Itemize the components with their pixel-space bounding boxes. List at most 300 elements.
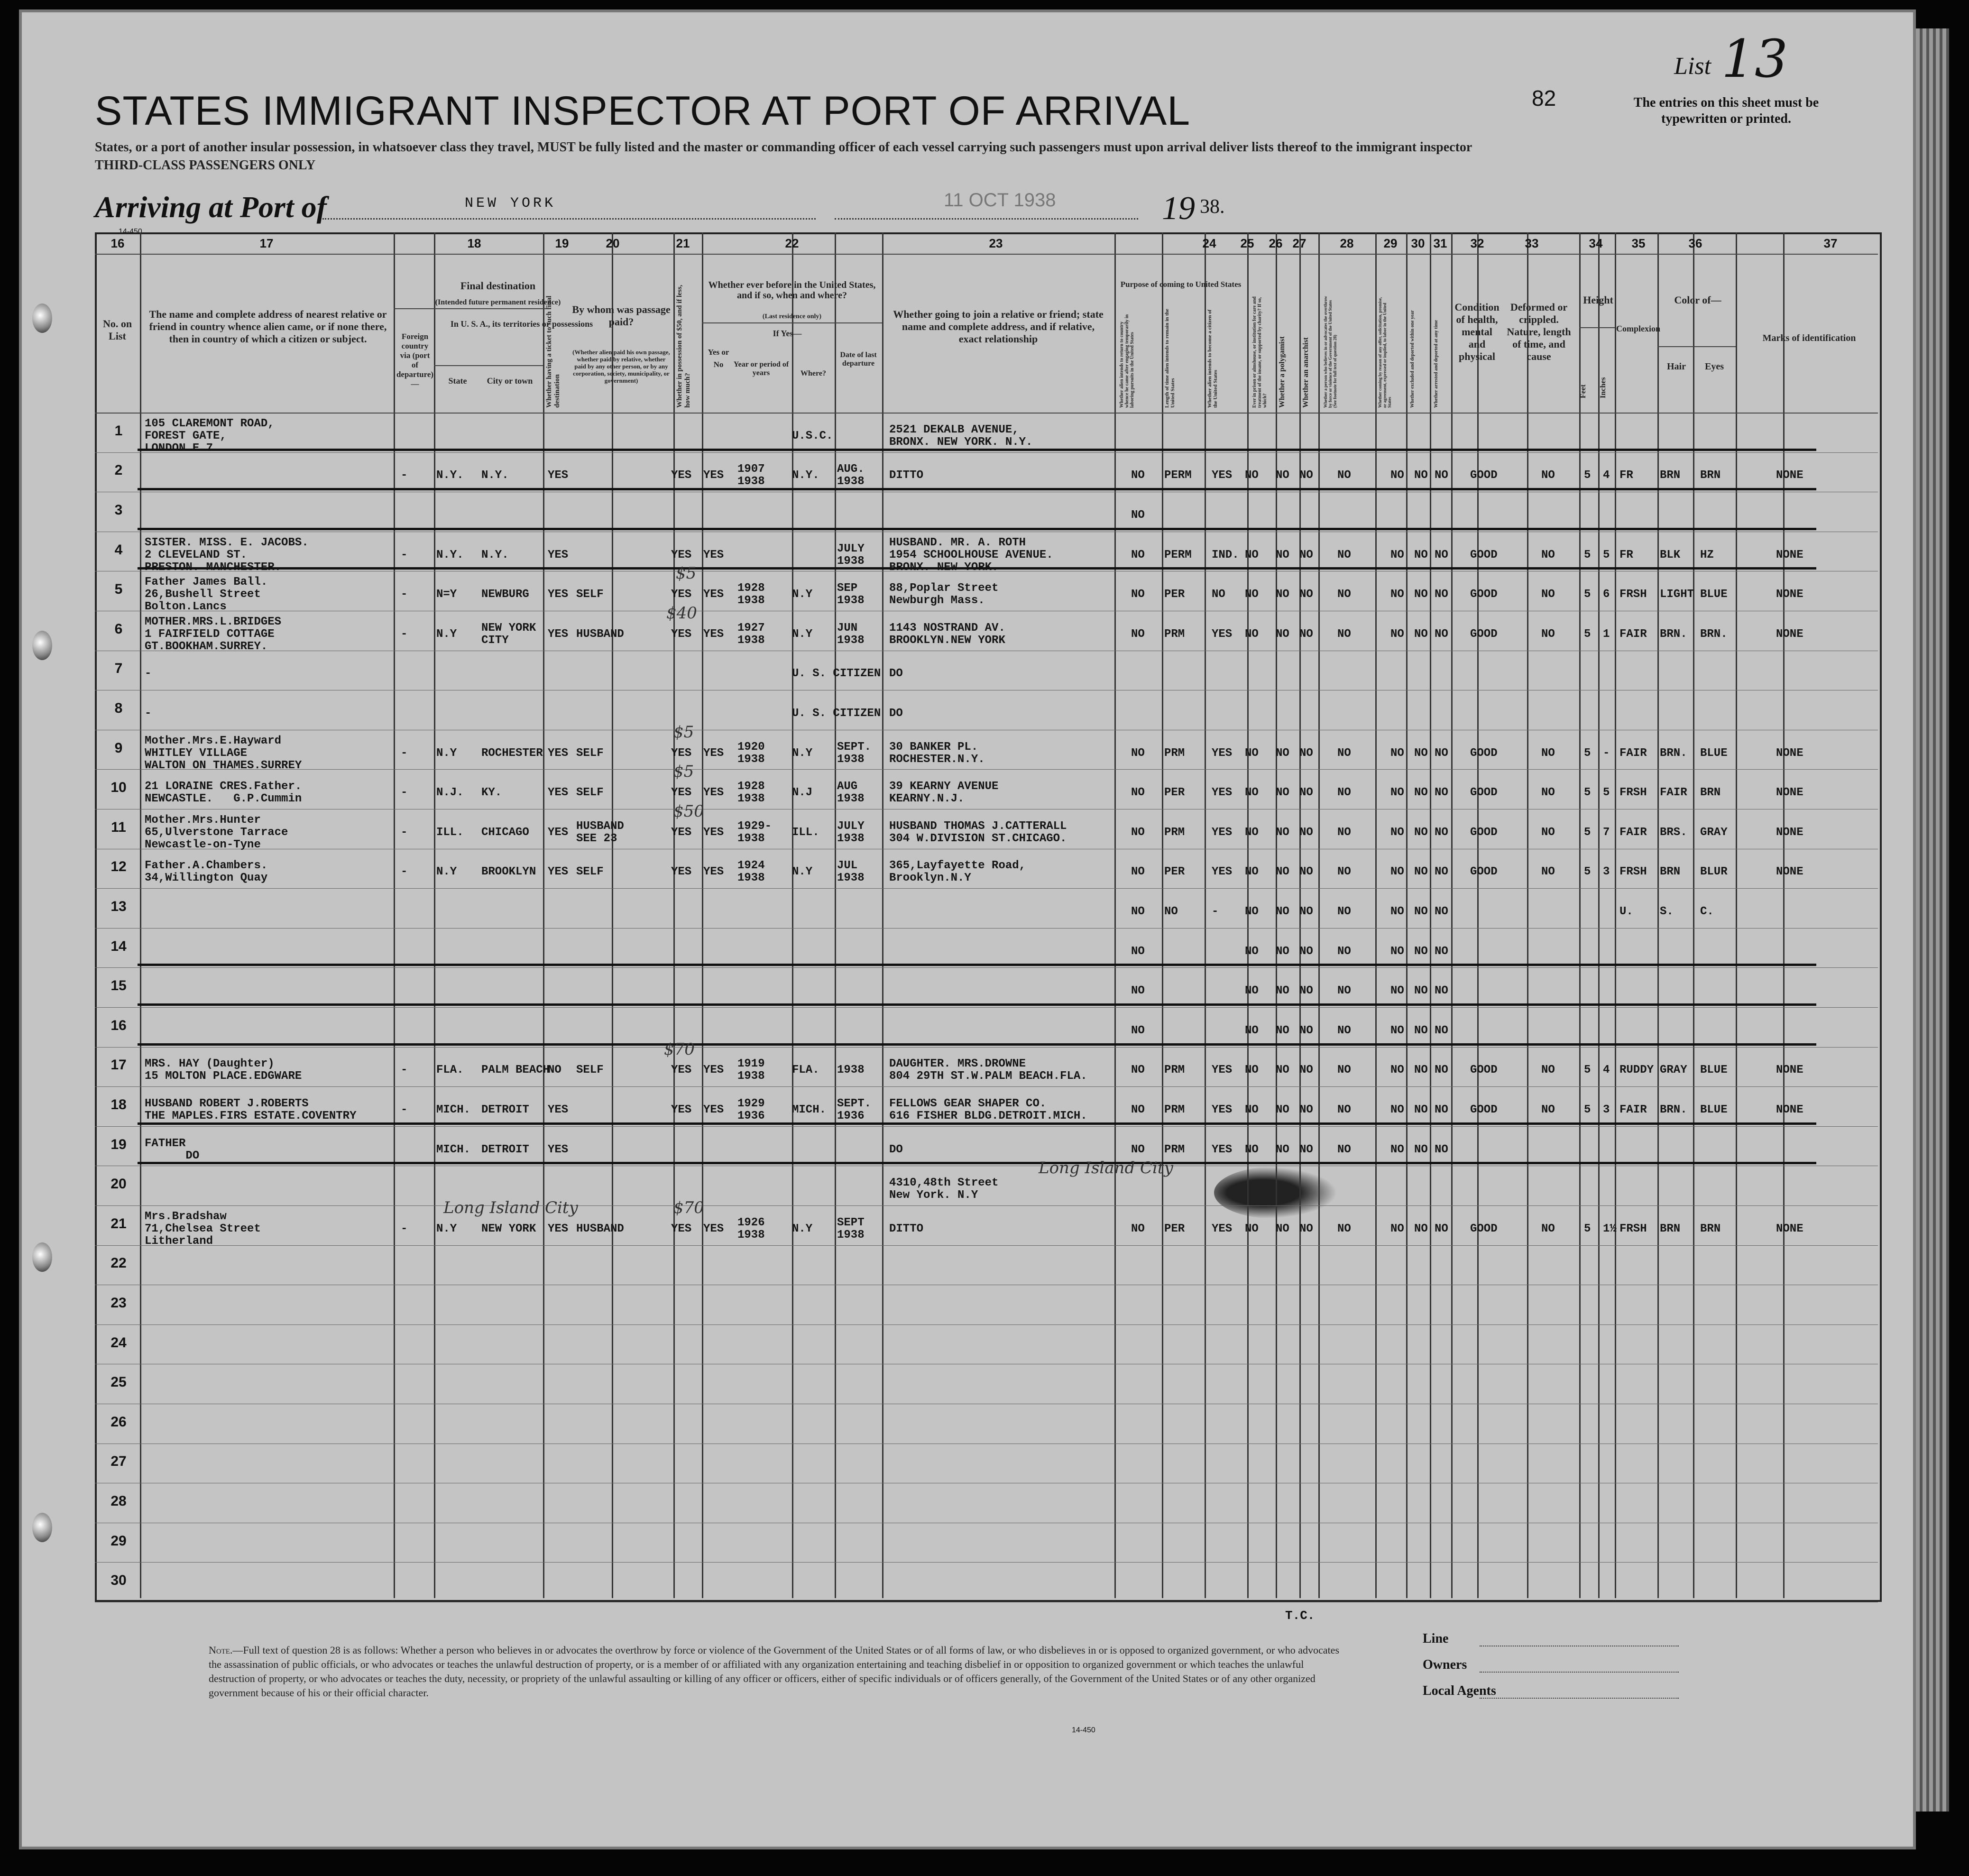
cell-c18c: N.Y. bbox=[481, 469, 509, 482]
cell-c17: SISTER. MISS. E. JACOBS. 2 CLEVELAND ST. PRESTON. MANCHESTER. bbox=[145, 536, 309, 574]
row-number: 16 bbox=[110, 1017, 127, 1033]
cell-c23: DITTO bbox=[889, 1222, 924, 1235]
cell-c24b: PERM bbox=[1164, 469, 1192, 482]
cell-c37: NONE bbox=[1776, 469, 1803, 482]
column-number: 33 bbox=[1525, 236, 1539, 250]
row-number: 3 bbox=[114, 502, 123, 518]
cell-c28: NO bbox=[1337, 627, 1351, 641]
cell-c25: NO bbox=[1245, 1222, 1259, 1235]
cell-c19: YES bbox=[548, 627, 569, 641]
cell-c24a: NO bbox=[1131, 905, 1145, 918]
cell-c35: U. bbox=[1619, 905, 1633, 918]
header-c24c: Whether alien intends to become a citizen of the United States bbox=[1207, 309, 1218, 408]
cell-c27: NO bbox=[1299, 627, 1313, 641]
cell-c20: SELF bbox=[576, 865, 604, 879]
cell-c34i: 1½ bbox=[1603, 1222, 1617, 1235]
year-suffix: 38. bbox=[1200, 196, 1225, 218]
cell-c22y: YES bbox=[703, 469, 724, 482]
cell-c35: FRSH bbox=[1619, 786, 1647, 800]
column-divider bbox=[882, 232, 883, 1598]
row-number: 14 bbox=[110, 938, 127, 954]
agents-field bbox=[1480, 1698, 1679, 1699]
column-divider bbox=[1527, 232, 1528, 1598]
cell-c34f: 5 bbox=[1584, 627, 1591, 641]
cell-c24a: NO bbox=[1131, 1104, 1145, 1116]
column-divider bbox=[1657, 232, 1659, 1598]
cell-c29: NO bbox=[1390, 984, 1404, 998]
cell-c31: NO bbox=[1435, 1104, 1448, 1116]
cell-c30: NO bbox=[1414, 746, 1428, 760]
cancel-line bbox=[138, 1003, 1816, 1006]
column-number: 32 bbox=[1470, 236, 1484, 250]
cell-c29: NO bbox=[1390, 945, 1404, 958]
page-number: 82 bbox=[1532, 86, 1556, 110]
row-number: 10 bbox=[110, 780, 127, 796]
cell-c26: NO bbox=[1276, 1064, 1289, 1077]
column-number: 20 bbox=[606, 236, 620, 250]
agents-label: Local Agents bbox=[1423, 1683, 1496, 1698]
cell-c29: NO bbox=[1390, 469, 1404, 482]
cell-c36e: BRN bbox=[1700, 1222, 1721, 1235]
prior-visit-rule bbox=[702, 322, 882, 323]
cell-c22y: YES bbox=[703, 865, 724, 879]
cell-c21: YES bbox=[671, 588, 692, 601]
cell-c24a: NO bbox=[1131, 1024, 1145, 1037]
cell-c23: 1143 NOSTRAND AV. BROOKLYN.NEW YORK bbox=[889, 621, 1005, 647]
cell-c27: NO bbox=[1299, 865, 1313, 879]
column-divider bbox=[673, 232, 675, 1598]
cell-c35: FR bbox=[1619, 548, 1633, 561]
column-divider bbox=[612, 232, 613, 1598]
cell-c22w: ILL. bbox=[792, 826, 819, 839]
cell-c33: NO bbox=[1541, 826, 1555, 839]
cell-c34i: 5 bbox=[1603, 548, 1610, 561]
cell-c33: NO bbox=[1541, 548, 1555, 561]
header-c18_note: (Intended future permanent residence) bbox=[435, 298, 561, 306]
cell-c24a: NO bbox=[1131, 984, 1145, 998]
cell-c30: NO bbox=[1414, 865, 1428, 879]
cell-c22d: SEPT. 1938 bbox=[837, 740, 872, 766]
cell-c27: NO bbox=[1299, 1222, 1313, 1235]
cell-c31: NO bbox=[1435, 826, 1448, 839]
header-c36: Color of— bbox=[1674, 294, 1721, 306]
cell-c27: NO bbox=[1299, 984, 1313, 998]
cell-c33: NO bbox=[1541, 1064, 1555, 1077]
cell-c27: NO bbox=[1299, 588, 1313, 601]
cell-c25: NO bbox=[1245, 945, 1259, 958]
cell-c22w: U. S. CITIZEN bbox=[792, 707, 881, 720]
cell-c22w: N.Y bbox=[792, 588, 813, 601]
cell-c30: NO bbox=[1414, 627, 1428, 641]
header-c18_state: State bbox=[448, 376, 467, 386]
cell-c24c: YES bbox=[1212, 786, 1233, 800]
row-rule bbox=[95, 769, 1878, 770]
column-number: 17 bbox=[259, 236, 274, 250]
cell-c24c: YES bbox=[1212, 1104, 1233, 1116]
cell-c18s: N.Y bbox=[436, 1222, 457, 1235]
cell-c29: NO bbox=[1390, 1222, 1404, 1235]
cell-c17: FATHER DO bbox=[145, 1137, 200, 1162]
cell-c21: YES bbox=[671, 548, 692, 561]
cell-c24b: PER bbox=[1164, 1222, 1185, 1235]
cell-c30: NO bbox=[1414, 826, 1428, 839]
cell-c20: SELF bbox=[576, 746, 604, 760]
cell-c24a: NO bbox=[1131, 588, 1145, 601]
cell-c22w: U. S. CITIZEN bbox=[792, 667, 881, 681]
owners-label: Owners bbox=[1423, 1657, 1467, 1672]
cell-c25: NO bbox=[1245, 627, 1259, 641]
cell-c26: NO bbox=[1276, 746, 1289, 760]
cell-c19: YES bbox=[548, 786, 569, 800]
cell-c22w: N.J bbox=[792, 786, 813, 800]
header-c21: Whether in possession of $50, and if less, how much? bbox=[676, 285, 691, 408]
cell-c20: HUSBAND bbox=[576, 627, 624, 641]
cell-c21: YES bbox=[671, 1064, 692, 1077]
cell-c18s: MICH. bbox=[436, 1143, 471, 1156]
cell-c23: DO bbox=[889, 667, 903, 681]
cell-c35: FR bbox=[1619, 469, 1633, 482]
cell-c36e: BRN bbox=[1700, 786, 1721, 800]
cell-c36h: BRN bbox=[1660, 865, 1681, 879]
column-number: 22 bbox=[785, 236, 799, 250]
column-divider bbox=[835, 232, 836, 1598]
cell-c30: NO bbox=[1414, 786, 1428, 800]
cell-c18c: N.Y. bbox=[481, 548, 509, 561]
cell-c19: YES bbox=[548, 588, 569, 601]
cell-c24a: NO bbox=[1131, 865, 1145, 879]
cell-c34f: 5 bbox=[1584, 1064, 1591, 1077]
cell-c27: NO bbox=[1299, 469, 1313, 482]
cancel-line bbox=[138, 567, 1816, 570]
cell-c31: NO bbox=[1435, 548, 1448, 561]
handwritten-note: Long Island City bbox=[1039, 1159, 1173, 1178]
cell-c22p: 1929 1936 bbox=[737, 1097, 765, 1122]
cell-c17: Mrs.Bradshaw 71,Chelsea Street Litherland bbox=[145, 1210, 261, 1248]
column-divider bbox=[702, 232, 703, 1598]
cell-c29: NO bbox=[1390, 548, 1404, 561]
cell-c22y: YES bbox=[703, 588, 724, 601]
cell-c22p: 1928 1938 bbox=[737, 582, 765, 607]
cell-c24a: NO bbox=[1131, 469, 1145, 482]
cell-c24a: NO bbox=[1131, 826, 1145, 839]
cell-c19: YES bbox=[548, 1222, 569, 1235]
cell-c34f: 5 bbox=[1584, 548, 1591, 561]
cell-c28: NO bbox=[1337, 1024, 1351, 1037]
cell-c34i: 3 bbox=[1603, 865, 1610, 879]
cell-c36e: C. bbox=[1700, 905, 1714, 918]
row-number: 8 bbox=[114, 700, 123, 716]
header-c22_yesno: Yes or No bbox=[708, 348, 729, 369]
cell-c19: YES bbox=[548, 469, 569, 482]
cell-c28: NO bbox=[1337, 746, 1351, 760]
cell-c24c: - bbox=[1212, 905, 1219, 918]
cell-c17: 21 LORAINE CRES.Father. NEWCASTLE. G.P.Cummin bbox=[145, 780, 302, 806]
column-divider bbox=[1114, 232, 1116, 1598]
cell-c26: NO bbox=[1276, 1104, 1289, 1116]
cell-c32: GOOD bbox=[1470, 746, 1498, 760]
handwritten-note: $40 bbox=[666, 604, 697, 623]
header-c31: Whether arrested and deported at any time bbox=[1434, 320, 1439, 408]
cell-c18s: ILL. bbox=[436, 826, 464, 839]
cell-c24a: NO bbox=[1131, 1222, 1145, 1235]
row-number: 5 bbox=[114, 581, 123, 598]
column-number: 31 bbox=[1433, 236, 1447, 250]
cell-c18a: - bbox=[401, 1222, 408, 1235]
cell-c34f: 5 bbox=[1584, 588, 1591, 601]
cell-c28: NO bbox=[1337, 1064, 1351, 1077]
handwritten-note: $5 bbox=[676, 564, 697, 583]
cell-c36e: BRN. bbox=[1700, 627, 1728, 641]
cell-c36e: BLUR bbox=[1700, 865, 1728, 879]
column-number: 24 bbox=[1202, 236, 1216, 250]
cell-c33: NO bbox=[1541, 469, 1555, 482]
column-divider bbox=[1693, 232, 1694, 1598]
cancel-line bbox=[138, 1122, 1816, 1125]
cell-c22d: 1938 bbox=[837, 1064, 865, 1077]
cell-c35: RUDDY bbox=[1619, 1064, 1654, 1077]
cell-c32: GOOD bbox=[1470, 1222, 1498, 1235]
list-number: 13 bbox=[1721, 28, 1788, 89]
row-number: 18 bbox=[110, 1097, 127, 1113]
cell-c25: NO bbox=[1245, 1104, 1259, 1116]
port-line bbox=[322, 218, 816, 220]
cell-c23: 4310,48th Street New York. N.Y bbox=[889, 1177, 999, 1202]
header-c33: Deformed or crippled. Nature, length of time, and cause bbox=[1507, 301, 1571, 362]
cell-c22p: 1927 1938 bbox=[737, 621, 765, 647]
cell-c32: GOOD bbox=[1470, 786, 1498, 800]
column-divider bbox=[1318, 232, 1320, 1598]
header-c24: Purpose of coming to United States bbox=[1120, 280, 1242, 289]
cell-c20: SELF bbox=[576, 588, 604, 601]
cell-c17: MRS. HAY (Daughter) 15 MOLTON PLACE.EDGWARE bbox=[145, 1058, 302, 1083]
cell-c25: NO bbox=[1245, 548, 1259, 561]
footer-form-code: 14-450 bbox=[1072, 1726, 1095, 1734]
row-rule bbox=[95, 1324, 1878, 1325]
subtitle: States, or a port of another insular possession, in whatsoever class they travel, MUST be fully listed and the master or commanding officer of each vessel carrying such passengers must upon arrival deliver lists thereof to the immigrant inspector bbox=[95, 140, 1472, 155]
footnote-text: —Full text of question 28 is as follows: Whether a person who believes in or advocates the overthrow by force or violence of the Government of the United States or of all forms of law, or who disbelieves in or is opposed to organized government, or who advocates the assassination of public officials, or who advocates or teaches the unlawful destruction of property, or is a member of or affiliated with any organization entertaining and teaching disbelief in or opposition to organized government or which teaches the unlawful destruction of property, or who advocates or teaches the duty, necessity, or propriety of the unlawful assaulting or killing of any officer or officers, either of specific individuals or of officers generally, of the Government of the United States or of any other organized government because of his or their official character. bbox=[209, 1644, 1340, 1699]
column-number: 30 bbox=[1411, 236, 1425, 250]
cell-c30: NO bbox=[1414, 469, 1428, 482]
cell-c22w: N.Y bbox=[792, 865, 813, 879]
row-number: 22 bbox=[110, 1255, 127, 1271]
cell-c19: YES bbox=[548, 1143, 569, 1156]
cell-c22y: YES bbox=[703, 627, 724, 641]
cell-c18a: - bbox=[401, 826, 408, 839]
cell-c19: YES bbox=[548, 548, 569, 561]
cell-c24c: YES bbox=[1212, 746, 1233, 760]
handwritten-note: $5 bbox=[673, 762, 694, 782]
row-number: 2 bbox=[114, 462, 123, 478]
column-divider bbox=[1579, 232, 1581, 1598]
column-number: 19 bbox=[555, 236, 569, 250]
cell-c19: YES bbox=[548, 746, 569, 760]
cell-c21: YES bbox=[671, 1222, 692, 1235]
cell-c21: YES bbox=[671, 865, 692, 879]
cell-c25: NO bbox=[1245, 826, 1259, 839]
cell-c36h: FAIR bbox=[1660, 786, 1687, 800]
cell-c24a: NO bbox=[1131, 627, 1145, 641]
cell-c36e: GRAY bbox=[1700, 826, 1728, 839]
cell-c22w: N.Y bbox=[792, 627, 813, 641]
header-c22_ifyes: If Yes— bbox=[773, 329, 802, 338]
cell-c22y: YES bbox=[703, 746, 724, 760]
column-number: 16 bbox=[110, 236, 125, 250]
column-number: 37 bbox=[1823, 236, 1838, 250]
binder-hole bbox=[32, 303, 52, 333]
cell-c34i: 5 bbox=[1603, 786, 1610, 800]
cell-c22p: 1920 1938 bbox=[737, 740, 765, 766]
row-rule bbox=[95, 928, 1878, 929]
header-c36_eyes: Eyes bbox=[1705, 361, 1724, 372]
cell-c25: NO bbox=[1245, 1024, 1259, 1037]
cell-c24b: PER bbox=[1164, 786, 1185, 800]
column-divider bbox=[1375, 232, 1377, 1598]
header-c18: Final destination bbox=[460, 280, 536, 292]
cell-c28: NO bbox=[1337, 1143, 1351, 1156]
column-divider bbox=[1477, 232, 1479, 1598]
cell-c28: NO bbox=[1337, 1222, 1351, 1235]
cell-c18c: DETROIT bbox=[481, 1143, 529, 1156]
cell-c26: NO bbox=[1276, 469, 1289, 482]
row-number: 17 bbox=[110, 1057, 127, 1073]
cell-c18s: N.J. bbox=[436, 786, 464, 800]
cell-c26: NO bbox=[1276, 984, 1289, 998]
row-rule bbox=[95, 1086, 1878, 1087]
header-c34_inches: Inches bbox=[1599, 377, 1607, 398]
cell-c17: HUSBAND ROBERT J.ROBERTS THE MAPLES.FIRS ESTATE.COVENTRY bbox=[145, 1097, 357, 1122]
line-label: Line bbox=[1423, 1631, 1449, 1646]
cell-c31: NO bbox=[1435, 1064, 1448, 1077]
cell-c26: NO bbox=[1276, 627, 1289, 641]
row-rule bbox=[95, 1047, 1878, 1048]
cell-c27: NO bbox=[1299, 548, 1313, 561]
cell-c34i: 6 bbox=[1603, 588, 1610, 601]
cell-c18c: NEW YORK CITY bbox=[481, 621, 536, 647]
cell-c36e: BRN bbox=[1700, 469, 1721, 482]
cell-c31: NO bbox=[1435, 588, 1448, 601]
row-number: 30 bbox=[110, 1573, 127, 1589]
cell-c21: YES bbox=[671, 786, 692, 800]
handwritten-note: $70 bbox=[673, 1198, 704, 1217]
cell-c18s: N.Y bbox=[436, 746, 457, 760]
header-c22_year: Year or period of years bbox=[733, 360, 789, 377]
cell-c24c: IND. bbox=[1212, 548, 1239, 561]
cell-c23: 2521 DEKALB AVENUE, BRONX. NEW YORK. N.Y. bbox=[889, 423, 1033, 449]
cell-c29: NO bbox=[1390, 627, 1404, 641]
header-c22_note: (Last residence only) bbox=[762, 313, 822, 320]
cell-c30: NO bbox=[1414, 1143, 1428, 1156]
cell-c30: NO bbox=[1414, 1064, 1428, 1077]
cell-c23: DO bbox=[889, 1143, 903, 1156]
cell-c20: SELF bbox=[576, 786, 604, 800]
cell-c26: NO bbox=[1276, 1222, 1289, 1235]
cell-c22p: 1924 1938 bbox=[737, 859, 765, 885]
cell-c19: YES bbox=[548, 826, 569, 839]
column-number: 25 bbox=[1240, 236, 1254, 250]
column-number: 34 bbox=[1589, 236, 1603, 250]
cancel-line bbox=[138, 1162, 1816, 1164]
cell-c36e: BLUE bbox=[1700, 1104, 1728, 1116]
cell-c30: NO bbox=[1414, 905, 1428, 918]
row-rule bbox=[95, 1007, 1878, 1008]
header-c22_where: Where? bbox=[800, 369, 826, 377]
cell-c28: NO bbox=[1337, 786, 1351, 800]
cell-c24a: NO bbox=[1131, 746, 1145, 760]
column-divider bbox=[1430, 232, 1431, 1598]
row-number: 25 bbox=[110, 1374, 127, 1390]
cell-c29: NO bbox=[1390, 826, 1404, 839]
cell-c18s: N.Y bbox=[436, 865, 457, 879]
row-rule bbox=[95, 1205, 1878, 1206]
header-c36_hair: Hair bbox=[1667, 361, 1686, 372]
cell-c22w: N.Y bbox=[792, 746, 813, 760]
typewritten-note: The entries on this sheet must be typewritten or printed. bbox=[1633, 95, 1819, 126]
cell-c29: NO bbox=[1390, 1143, 1404, 1156]
cell-c22d: JULY 1938 bbox=[837, 542, 865, 568]
header-c22: Whether ever before in the United States, and if so, when and where? bbox=[708, 280, 876, 301]
cell-c24b: PRM bbox=[1164, 1064, 1185, 1077]
cell-c22d: SEP 1938 bbox=[837, 582, 865, 607]
cell-c24c: YES bbox=[1212, 865, 1233, 879]
cell-c28: NO bbox=[1337, 984, 1351, 998]
header-c28: Whether a person who believes in or advocates the overthrow by force or violence of the Government of the United States (See footnote for full text of question 28) bbox=[1323, 296, 1337, 408]
cell-c37: NONE bbox=[1776, 786, 1803, 800]
cell-c32: GOOD bbox=[1470, 548, 1498, 561]
cell-c31: NO bbox=[1435, 469, 1448, 482]
cell-c35: FAIR bbox=[1619, 826, 1647, 839]
cell-c29: NO bbox=[1390, 746, 1404, 760]
cell-c27: NO bbox=[1299, 786, 1313, 800]
footnote bbox=[209, 1643, 1347, 1700]
handwritten-note: $5 bbox=[673, 722, 694, 742]
cell-c20: HUSBAND SEE 23 bbox=[576, 819, 624, 845]
header-c34_feet: Feet bbox=[1579, 384, 1587, 398]
cell-c37: NONE bbox=[1776, 746, 1803, 760]
cell-c33: NO bbox=[1541, 746, 1555, 760]
cell-c29: NO bbox=[1390, 865, 1404, 879]
cell-c19: YES bbox=[548, 1104, 569, 1116]
cell-c23: DO bbox=[889, 707, 903, 720]
cell-c35: FRSH bbox=[1619, 865, 1647, 879]
cell-c24a: NO bbox=[1131, 1143, 1145, 1156]
cell-c36e: BLUE bbox=[1700, 588, 1728, 601]
cell-c18s: N.Y. bbox=[436, 469, 464, 482]
cell-c18c: KY. bbox=[481, 786, 502, 800]
cell-c28: NO bbox=[1337, 865, 1351, 879]
cell-c18a: - bbox=[401, 1064, 408, 1077]
row-rule bbox=[95, 452, 1878, 453]
cell-c33: NO bbox=[1541, 786, 1555, 800]
cell-c29: NO bbox=[1390, 905, 1404, 918]
cell-c23: DAUGHTER. MRS.DROWNE 804 29TH ST.W.PALM BEACH.FLA. bbox=[889, 1058, 1087, 1083]
column-divider bbox=[434, 232, 435, 1598]
cell-c28: NO bbox=[1337, 1104, 1351, 1116]
cell-c33: NO bbox=[1541, 588, 1555, 601]
cell-c24b: NO bbox=[1164, 905, 1178, 918]
cell-c34i: 7 bbox=[1603, 826, 1610, 839]
date-line bbox=[835, 218, 1138, 220]
page-title: STATES IMMIGRANT INSPECTOR AT PORT OF ARRIVAL bbox=[95, 88, 1191, 134]
header-c24a: Whether alien intends to return to country whence he came after engaging temporarily in laboring pursuits in the United States bbox=[1119, 314, 1135, 408]
row-number: 9 bbox=[114, 740, 123, 756]
cell-c34i: 4 bbox=[1603, 469, 1610, 482]
row-number: 23 bbox=[110, 1295, 127, 1311]
cell-c18s: N=Y bbox=[436, 588, 457, 601]
row-number: 27 bbox=[110, 1453, 127, 1470]
header-c29: Whether coming by reason of any offer, solicitation, promise, or agreement, expressed or implied, to labor in the United States bbox=[1378, 297, 1392, 408]
column-number: 18 bbox=[467, 236, 481, 250]
cell-c26: NO bbox=[1276, 945, 1289, 958]
